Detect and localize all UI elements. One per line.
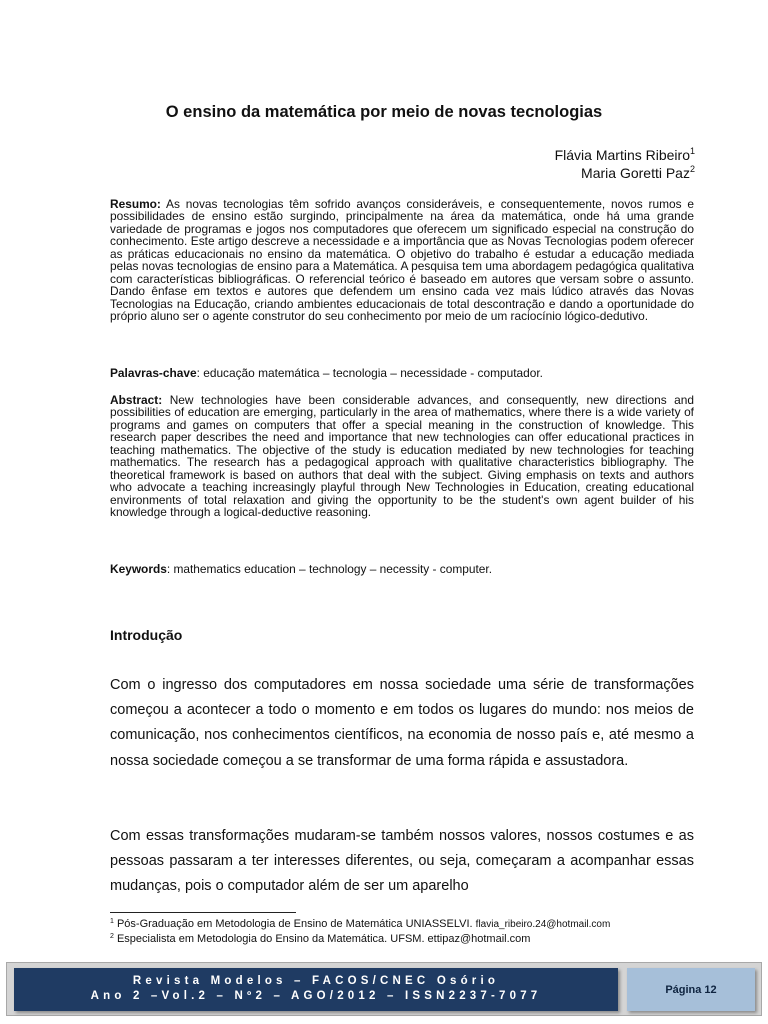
palavras-chave-label: Palavras-chave bbox=[110, 366, 197, 380]
author-line-2 bbox=[555, 164, 695, 182]
footnote-2-text: Especialista em Metodologia do Ensino da Matemática. UFSM. ettipaz@hotmail.com bbox=[113, 933, 531, 945]
footnote-1 bbox=[110, 917, 710, 932]
resumo-label: Resumo: bbox=[110, 197, 161, 211]
author-name-1: Flávia Martins Ribeiro bbox=[554, 147, 690, 163]
keywords-label: Keywords bbox=[110, 562, 167, 576]
keywords-text: : mathematics education – technology – necessity - computer. bbox=[166, 562, 493, 576]
journal-name: Revista Modelos – FACOS/CNEC Osório bbox=[132, 975, 500, 987]
abstract-text: New technologies have been considerable advances, and consequently, new directions and possibilities of education are emerging, particularly in the area of mathematics, where there is a wide variety of programs and games on computers that offer a special meaning in the construction of knowledge. This research paper describes the need and importance that new technologies can offer educational practices in teaching mathematics. The objective of the study is education mediated by new technologies for teaching mathematics. The research has a pedagogical approach with qualitative characteristics bibliography. The theoretical framework is based on authors that deal with the subject. Giving emphasis on texts and authors who advocate a teaching increasingly playful through New Technologies in Education, creating educational environments of total relaxation and giving the opportunity to be the student's own agent builder of his knowledge through a logical-deductive reasoning. bbox=[110, 393, 694, 520]
palavras-chave-paragraph bbox=[110, 367, 694, 379]
footnote-separator bbox=[110, 912, 296, 913]
body-paragraph-2: Com essas transformações mudaram-se também nossos valores, nossos costumes e as pessoas passaram a ter interesses diferentes, ou seja, começaram a acompanhar essas mudanças, pois o computador além de ser um aparelho bbox=[110, 828, 694, 895]
footnote-1-email: flavia_ribeiro.24@hotmail.com bbox=[475, 919, 611, 930]
footnote-1-mark: 1 bbox=[110, 918, 114, 925]
keywords-paragraph bbox=[110, 563, 694, 575]
page-number: Página 12 bbox=[665, 983, 717, 996]
abstract-label: Abstract: bbox=[110, 393, 163, 407]
author-line-1 bbox=[555, 146, 695, 164]
author-name-2: Maria Goretti Paz bbox=[581, 165, 690, 181]
author-footnote-mark-2: 2 bbox=[689, 164, 695, 174]
section-heading-introducao: Introdução bbox=[110, 627, 183, 643]
footnotes bbox=[110, 917, 710, 946]
palavras-chave-text: : educação matemática – tecnologia – necessidade - computador. bbox=[196, 366, 543, 380]
page-number-box bbox=[627, 968, 755, 1011]
author-footnote-mark-1: 1 bbox=[689, 146, 695, 156]
journal-info-banner bbox=[14, 968, 618, 1011]
resumo-text: As novas tecnologias têm sofrido avanços consideráveis, e consequentemente, novos rumos e possibilidades de ensino estão surgindo, principalmente na área da matemática, onde há uma grande variedade de programas e jogos nos computadores que oferecem um significado especial na construção do conhecimento. Este artigo descreve a necessidade e a importância que as Novas Tecnologias podem oferecer as práticas educacionais no ensino da matemática. O objetivo do trabalho é estudar a educação mediada pelas novas tecnologias de ensino para a Matemática. A pesquisa tem uma abordagem pedagógica qualitativa com características bibliográficas. O referencial teórico é baseado em autores que versam sobre o assunto. Dando ênfase em textos e autores que defendem um ensino cada vez mais lúdico através das Novas Tecnologias na Educação, criando ambientes educacionais de total descontração e dando a oportunidade do próprio aluno ser o agente construtor do seu conhecimento por meio de um raciocínio lógico-dedutivo. bbox=[110, 197, 694, 324]
resumo-paragraph bbox=[110, 198, 694, 323]
journal-issue: Ano 2 –Vol.2 – Nº2 – AGO/2012 – ISSN2237-7077 bbox=[90, 990, 542, 1002]
body-paragraph-1: Com o ingresso dos computadores em nossa sociedade uma série de transformações começou a acontecer a todo o momento e em todos os lugares do mundo: nos meios de comunicação, nos conhecimentos científicos, na economia de nosso país e, até mesmo a nossa sociedade começou a se transformar de uma forma rápida e assustadora. bbox=[110, 677, 694, 769]
footnote-2-mark: 2 bbox=[110, 933, 114, 940]
journal-footer bbox=[6, 962, 762, 1016]
abstract-paragraph bbox=[110, 394, 694, 519]
footnote-2 bbox=[110, 932, 710, 946]
article-title: O ensino da matemática por meio de novas tecnologias bbox=[165, 103, 603, 121]
footnote-1-text: Pós-Graduação em Metodologia de Ensino de Matemática UNIASSELVI. bbox=[113, 918, 476, 930]
author-block bbox=[555, 146, 695, 182]
